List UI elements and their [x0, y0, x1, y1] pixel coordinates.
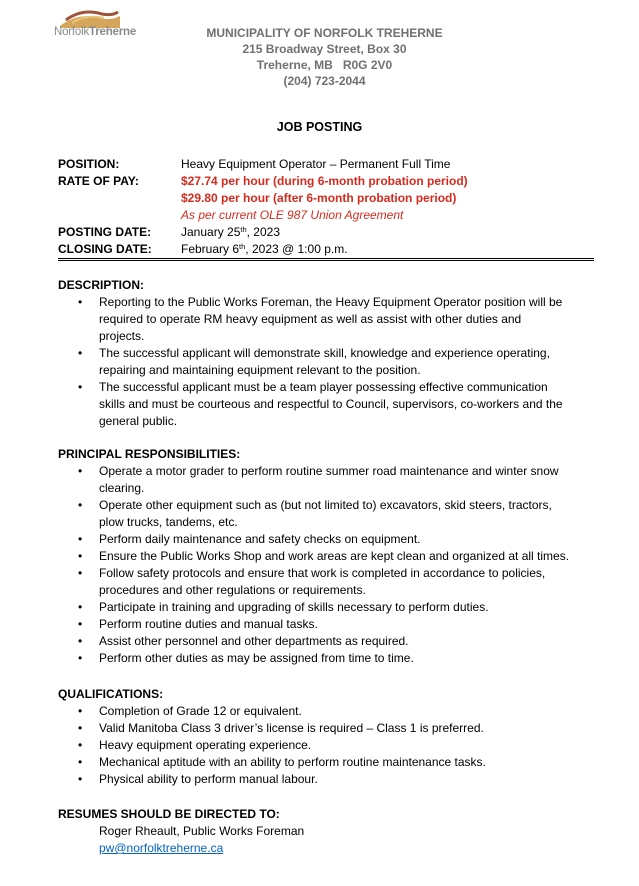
list-item-line: plow trucks, tandems, etc.	[99, 515, 238, 529]
list-item-line: Reporting to the Public Works Foreman, the Heavy Equipment Operator position will be	[99, 295, 563, 309]
responsibilities-section	[58, 446, 598, 667]
list-item-line: clearing.	[99, 481, 145, 495]
list-item-line: Perform routine duties and manual tasks.	[99, 617, 318, 631]
bullet-icon: •	[78, 704, 83, 718]
bullet-icon: •	[78, 600, 83, 614]
logo-wordmark: NorfolkTreherne	[54, 26, 137, 38]
position-value: Heavy Equipment Operator – Permanent Full Time	[181, 157, 451, 171]
address-line-2: Treherne, MB R0G 2V0	[256, 58, 393, 72]
divider-line	[58, 258, 594, 259]
bullet-icon: •	[78, 634, 83, 648]
list-item-line: The successful applicant must be a team player possessing effective communication	[99, 380, 548, 394]
rate-row	[58, 173, 594, 224]
bullet-icon: •	[78, 380, 83, 394]
list-item-line: repairing and maintaining equipment relevant to the position.	[99, 363, 421, 377]
list-item-line: Perform daily maintenance and safety checks on equipment.	[99, 532, 421, 546]
posting-date-row	[58, 224, 594, 241]
list-item-line: general public.	[99, 414, 178, 428]
list-item	[58, 771, 598, 788]
resumes-section	[58, 806, 598, 857]
list-item-line: Completion of Grade 12 or equivalent.	[99, 704, 302, 718]
list-item-line: Participate in training and upgrading of skills necessary to perform duties.	[99, 600, 489, 614]
description-heading: DESCRIPTION:	[58, 278, 145, 292]
list-item	[58, 565, 598, 599]
list-item	[58, 531, 598, 548]
page-title: JOB POSTING	[276, 120, 363, 134]
rate-probation: $27.74 per hour (during 6-month probation period)	[181, 174, 468, 188]
list-item-line: Heavy equipment operating experience.	[99, 738, 312, 752]
list-item	[58, 379, 598, 430]
closing-date-value: February 6th, 2023 @ 1:00 p.m.	[181, 242, 348, 256]
list-item	[58, 497, 598, 531]
list-item-line: Ensure the Public Works Shop and work areas are kept clean and organized at all times.	[99, 549, 570, 563]
bullet-icon: •	[78, 464, 83, 478]
qualifications-section	[58, 686, 598, 788]
list-item	[58, 650, 598, 667]
list-item	[58, 294, 598, 345]
list-item-line: Mechanical aptitude with an ability to perform routine maintenance tasks.	[99, 755, 486, 769]
bullet-icon: •	[78, 532, 83, 546]
bullet-icon: •	[78, 755, 83, 769]
bullet-icon: •	[78, 738, 83, 752]
list-item-line: Physical ability to perform manual labour.	[99, 772, 318, 786]
letterhead	[0, 25, 639, 89]
list-item-line: The successful applicant will demonstrate skill, knowledge and experience operating,	[99, 346, 550, 360]
description-section	[58, 277, 598, 430]
rate-label: RATE OF PAY:	[58, 174, 139, 188]
list-item-line: Follow safety protocols and ensure that work is completed in accordance to policies,	[99, 566, 546, 580]
bullet-icon: •	[78, 498, 83, 512]
list-item	[58, 737, 598, 754]
list-item	[58, 345, 598, 379]
responsibilities-heading: PRINCIPAL RESPONSIBILITIES:	[58, 447, 241, 461]
bullet-icon: •	[78, 566, 83, 580]
rate-note: As per current OLE 987 Union Agreement	[181, 208, 404, 222]
list-item-line: Assist other personnel and other departments as required.	[99, 634, 409, 648]
list-item	[58, 599, 598, 616]
municipality-name: MUNICIPALITY OF NORFOLK TREHERNE	[206, 26, 443, 40]
list-item-line: Operate other equipment such as (but not limited to) excavators, skid steers, tractors,	[99, 498, 552, 512]
closing-date-row	[58, 241, 594, 258]
list-item-line: projects.	[99, 329, 145, 343]
list-item	[58, 633, 598, 650]
position-label: POSITION:	[58, 157, 120, 171]
list-item	[58, 463, 598, 497]
list-item-line: Perform other duties as may be assigned from time to time.	[99, 651, 414, 665]
list-item	[58, 548, 598, 565]
bullet-icon: •	[78, 617, 83, 631]
posting-date-value: January 25th, 2023	[181, 225, 281, 239]
bullet-icon: •	[78, 721, 83, 735]
list-item-line: skills and must be courteous and respectful to Council, supervisors, co-workers and the	[99, 397, 563, 411]
address-line-1: 215 Broadway Street, Box 30	[242, 42, 407, 56]
divider-line	[58, 260, 594, 261]
closing-date-label: CLOSING DATE:	[58, 242, 152, 256]
bullet-icon: •	[78, 346, 83, 360]
list-item-line: procedures and other regulations or requirements.	[99, 583, 366, 597]
bullet-icon: •	[78, 772, 83, 786]
list-item-line: Valid Manitoba Class 3 driver’s license is required – Class 1 is preferred.	[99, 721, 484, 735]
description-list	[58, 294, 598, 430]
contact-name: Roger Rheault, Public Works Foreman	[99, 824, 305, 838]
posting-details	[58, 156, 594, 258]
posting-date-label: POSTING DATE:	[58, 225, 152, 239]
bullet-icon: •	[78, 295, 83, 309]
bullet-icon: •	[78, 549, 83, 563]
list-item	[58, 754, 598, 771]
rate-after-probation: $29.80 per hour (after 6-month probation period)	[181, 191, 457, 205]
list-item-line: Operate a motor grader to perform routine summer road maintenance and winter snow	[99, 464, 559, 478]
responsibilities-list	[58, 463, 598, 667]
qualifications-list	[58, 703, 598, 788]
resumes-heading: RESUMES SHOULD BE DIRECTED TO:	[58, 807, 280, 821]
phone-number: (204) 723-2044	[283, 74, 366, 88]
qualifications-heading: QUALIFICATIONS:	[58, 687, 164, 701]
contact-email-link[interactable]: pw@norfolktreherne.ca	[99, 841, 224, 855]
list-item	[58, 720, 598, 737]
list-item	[58, 616, 598, 633]
bullet-icon: •	[78, 651, 83, 665]
position-row	[58, 156, 594, 173]
list-item	[58, 703, 598, 720]
list-item-line: required to operate RM heavy equipment as well as assist with other duties and	[99, 312, 522, 326]
